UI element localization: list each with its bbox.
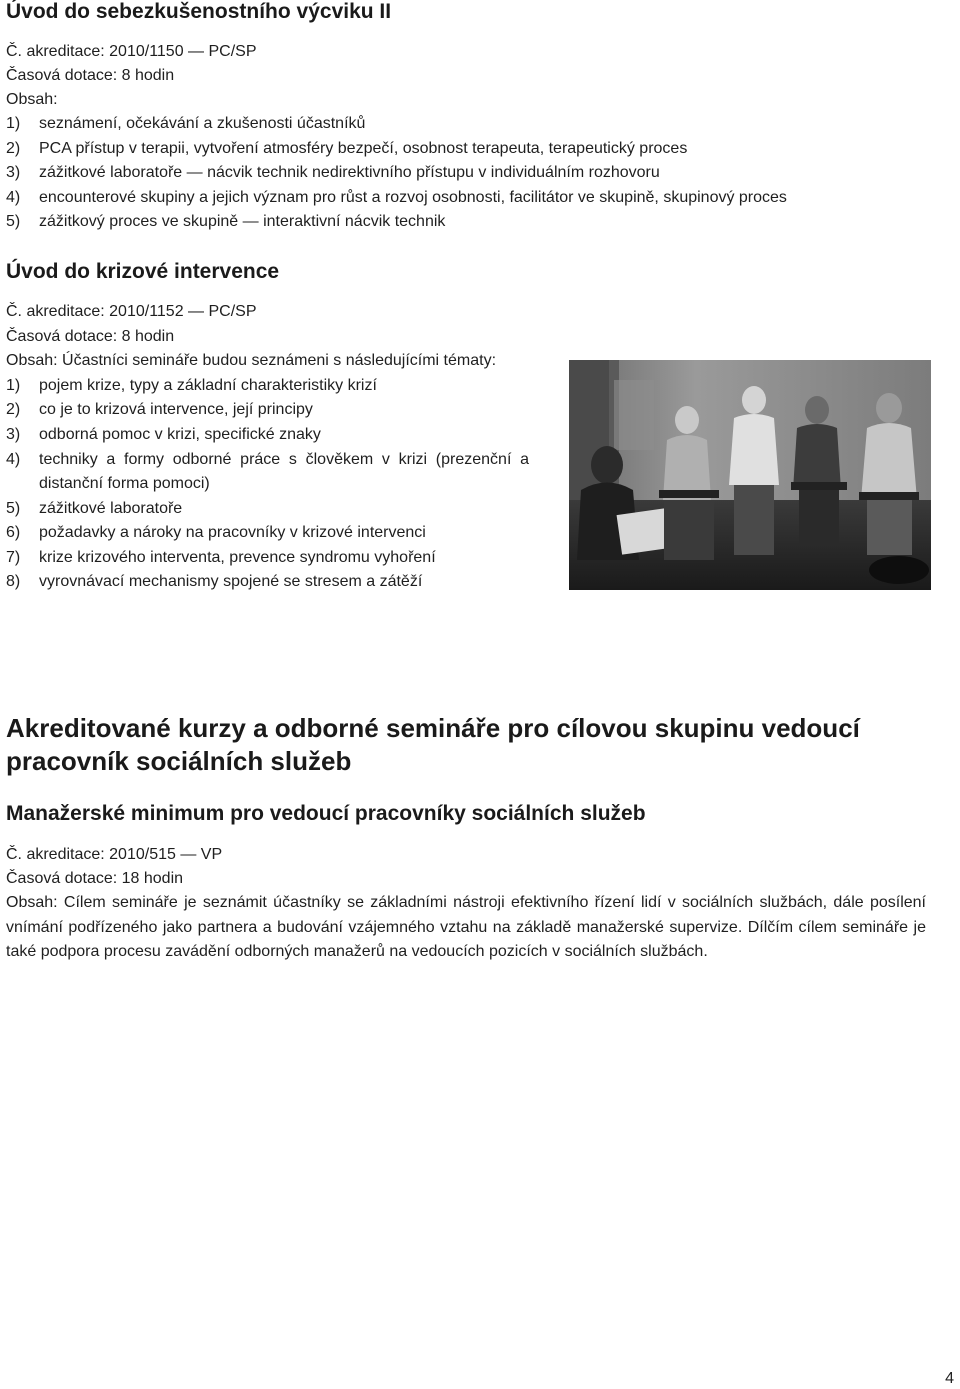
section1-content-label: Obsah: [6, 91, 58, 108]
list-item-number: 4) [6, 189, 21, 206]
list-item-text: techniky a formy odborné práce s člověkem v krizi (prezenční a distanční forma pomoci) [39, 451, 529, 492]
section3-title: Akreditované kurzy a odborné semináře pro cílovou skupinu vedoucí pracovník sociálních služeb [6, 713, 860, 776]
list-item-number: 5) [6, 213, 21, 230]
section1-accreditation: Č. akreditace: 2010/1150 — PC/SP [6, 43, 257, 60]
section2-title: Úvod do krizové intervence [6, 260, 280, 283]
section3-content: Obsah: Cílem semináře je seznámit účastníky se základními nástroji efektivního řízení lidí v sociálních službách, dále posílení vnímání podřízeného jako partnera a budování vzájemného vztahu na základě manažerské supervize. Dílčím cílem semináře je také podpora procesu zavádění odborných manažerů na vedoucích pozicích v sociálních službách. [6, 894, 926, 960]
section2-content-label: Obsah: Účastníci semináře budou seznámeni s následujícími tématy: [6, 352, 497, 369]
list-item-text: požadavky a nároky na pracovníky v krizové intervenci [39, 524, 426, 541]
list-item-text: pojem krize, typy a základní charakteristiky krizí [39, 377, 377, 394]
list-item-text: seznámení, očekávání a zkušenosti účastníků [39, 115, 366, 132]
list-item-number: 4) [6, 451, 21, 468]
list-item-number: 3) [6, 164, 21, 181]
list-item-text: krize krizového interventa, prevence syndromu vyhoření [39, 549, 436, 566]
list-item-number: 8) [6, 573, 21, 590]
section2-accreditation: Č. akreditace: 2010/1152 — PC/SP [6, 303, 257, 320]
list-item-number: 5) [6, 500, 21, 517]
list-item-number: 3) [6, 426, 21, 443]
list-item-number: 2) [6, 140, 21, 157]
list-item-text: zážitkové laboratoře — nácvik technik nedirektivního přístupu v individuálním rozhovoru [39, 164, 660, 181]
section2-hours: Časová dotace: 8 hodin [6, 328, 175, 345]
section1-hours: Časová dotace: 8 hodin [6, 67, 175, 84]
list-item-text: zážitkové laboratoře [39, 500, 183, 517]
list-item-text: vyrovnávací mechanismy spojené se stresem a zátěží [39, 573, 423, 590]
list-item-number: 2) [6, 401, 21, 418]
seminar-photo [569, 360, 931, 590]
section3-subtitle: Manažerské minimum pro vedoucí pracovníky sociálních služeb [6, 802, 646, 825]
list-item-text: zážitkový proces ve skupině — interaktivní nácvik technik [39, 213, 446, 230]
list-item-number: 6) [6, 524, 21, 541]
seminar-photo-illustration [569, 360, 931, 590]
section3-accreditation: Č. akreditace: 2010/515 — VP [6, 846, 223, 863]
section3-hours: Časová dotace: 18 hodin [6, 870, 184, 887]
document-page [6, 0, 956, 1389]
page-number: 4 [945, 1370, 954, 1387]
section2-list-item [6, 448, 536, 498]
list-item-number: 1) [6, 115, 21, 132]
list-item-text: odborná pomoc v krizi, specifické znaky [39, 426, 321, 443]
list-item-number: 7) [6, 549, 21, 566]
list-item-text: PCA přístup v terapii, vytvoření atmosféry bezpečí, osobnost terapeuta, terapeutický proces [39, 140, 688, 157]
list-item-text: co je to krizová intervence, její principy [39, 401, 313, 418]
section1-title: Úvod do sebezkušenostního výcviku II [6, 0, 392, 23]
list-item-text: encounterové skupiny a jejich význam pro růst a rozvoj osobnosti, facilitátor ve skupině, skupinový proces [39, 189, 787, 206]
list-item-number: 1) [6, 377, 21, 394]
